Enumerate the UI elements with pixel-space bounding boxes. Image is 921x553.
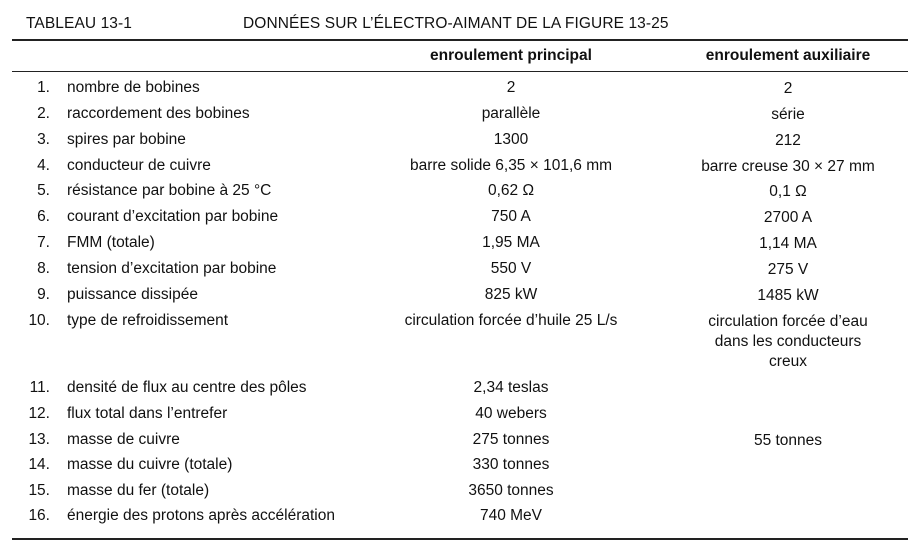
row-label: type de refroidissement xyxy=(67,312,229,329)
row-number: 3. xyxy=(37,131,50,148)
table-row xyxy=(0,157,921,181)
cell-aux: 275 V xyxy=(767,261,809,278)
cell-aux: 55 tonnes xyxy=(753,432,823,449)
row-label: nombre de bobines xyxy=(67,79,200,96)
cell-aux: 2700 A xyxy=(763,209,813,226)
table-row xyxy=(0,507,921,531)
row-label: spires par bobine xyxy=(67,131,186,148)
row-number: 15. xyxy=(28,482,50,499)
cell-main: parallèle xyxy=(481,105,541,122)
cell-main: 825 kW xyxy=(484,286,538,303)
table-row xyxy=(0,482,921,506)
row-number: 12. xyxy=(28,405,50,422)
cell-main: 40 webers xyxy=(475,405,547,422)
cell-aux: 0,1 Ω xyxy=(769,183,807,200)
row-number: 14. xyxy=(28,456,50,473)
table-row xyxy=(0,131,921,155)
table-row xyxy=(0,456,921,480)
cell-main: 330 tonnes xyxy=(472,456,550,473)
row-label: FMM (totale) xyxy=(67,234,155,251)
row-number: 16. xyxy=(28,507,50,524)
row-label: raccordement des bobines xyxy=(67,105,250,122)
cell-main: 3650 tonnes xyxy=(468,482,554,499)
table-row xyxy=(0,105,921,129)
row-label: masse du cuivre (totale) xyxy=(67,456,233,473)
table-row xyxy=(0,405,921,429)
row-number: 4. xyxy=(37,157,50,174)
cell-main: 275 tonnes xyxy=(472,431,550,448)
table-row xyxy=(0,208,921,232)
table-row xyxy=(0,182,921,206)
row-label: masse de cuivre xyxy=(67,431,180,448)
row-label: flux total dans l’entrefer xyxy=(67,405,228,422)
table-row xyxy=(0,379,921,403)
cell-main: barre solide 6,35 × 101,6 mm xyxy=(409,157,613,174)
cell-aux: circulation forcée d’eau dans les conducteurs creux xyxy=(708,313,868,370)
cell-main: 750 A xyxy=(491,208,531,225)
cell-aux: 212 xyxy=(775,132,801,149)
table-caption: TABLEAU 13-1 xyxy=(26,15,133,32)
row-label: résistance par bobine à 25 °C xyxy=(67,182,272,199)
cell-aux: barre creuse 30 × 27 mm xyxy=(701,158,875,175)
row-label: densité de flux au centre des pôles xyxy=(67,379,307,396)
table-row xyxy=(0,234,921,258)
row-number: 8. xyxy=(37,260,50,277)
cell-aux: 1485 kW xyxy=(757,287,819,304)
table-title: DONNÉES SUR L’ÉLECTRO-AIMANT DE LA FIGURE 13-25 xyxy=(243,15,669,32)
cell-main: 2 xyxy=(506,79,516,96)
row-label: masse du fer (totale) xyxy=(67,482,210,499)
row-number: 9. xyxy=(37,286,50,303)
table-row xyxy=(0,260,921,284)
row-number: 11. xyxy=(29,379,50,396)
row-number: 7. xyxy=(37,234,50,251)
table-row xyxy=(0,431,921,455)
cell-aux: série xyxy=(771,106,805,123)
cell-main: 0,62 Ω xyxy=(487,182,535,199)
row-number: 5. xyxy=(37,182,50,199)
column-header-aux: enroulement auxiliaire xyxy=(705,47,871,64)
table-row xyxy=(0,79,921,103)
cell-main: 740 MeV xyxy=(479,507,543,524)
cell-main: 1300 xyxy=(493,131,529,148)
row-number: 10. xyxy=(28,312,50,329)
cell-aux: 1,14 MA xyxy=(759,235,817,252)
row-number: 13. xyxy=(28,431,50,448)
row-label: énergie des protons après accélération xyxy=(67,507,335,524)
row-label: puissance dissipée xyxy=(67,286,198,303)
top-rule xyxy=(12,39,908,41)
column-header-main: enroulement principal xyxy=(430,47,592,64)
bottom-rule xyxy=(12,538,908,540)
cell-main: 550 V xyxy=(490,260,532,277)
row-number: 6. xyxy=(37,208,50,225)
row-label: courant d’excitation par bobine xyxy=(67,208,279,225)
row-label: conducteur de cuivre xyxy=(67,157,211,174)
cell-main: 2,34 teslas xyxy=(473,379,549,396)
row-number: 1. xyxy=(37,79,50,96)
table-row xyxy=(0,286,921,310)
row-number: 2. xyxy=(37,105,50,122)
cell-main: 1,95 MA xyxy=(482,234,540,251)
cell-aux: 2 xyxy=(783,80,793,97)
table-row xyxy=(0,312,921,370)
row-label: tension d’excitation par bobine xyxy=(67,260,277,277)
cell-main: circulation forcée d’huile 25 L/s xyxy=(404,312,618,329)
header-rule xyxy=(12,71,908,72)
